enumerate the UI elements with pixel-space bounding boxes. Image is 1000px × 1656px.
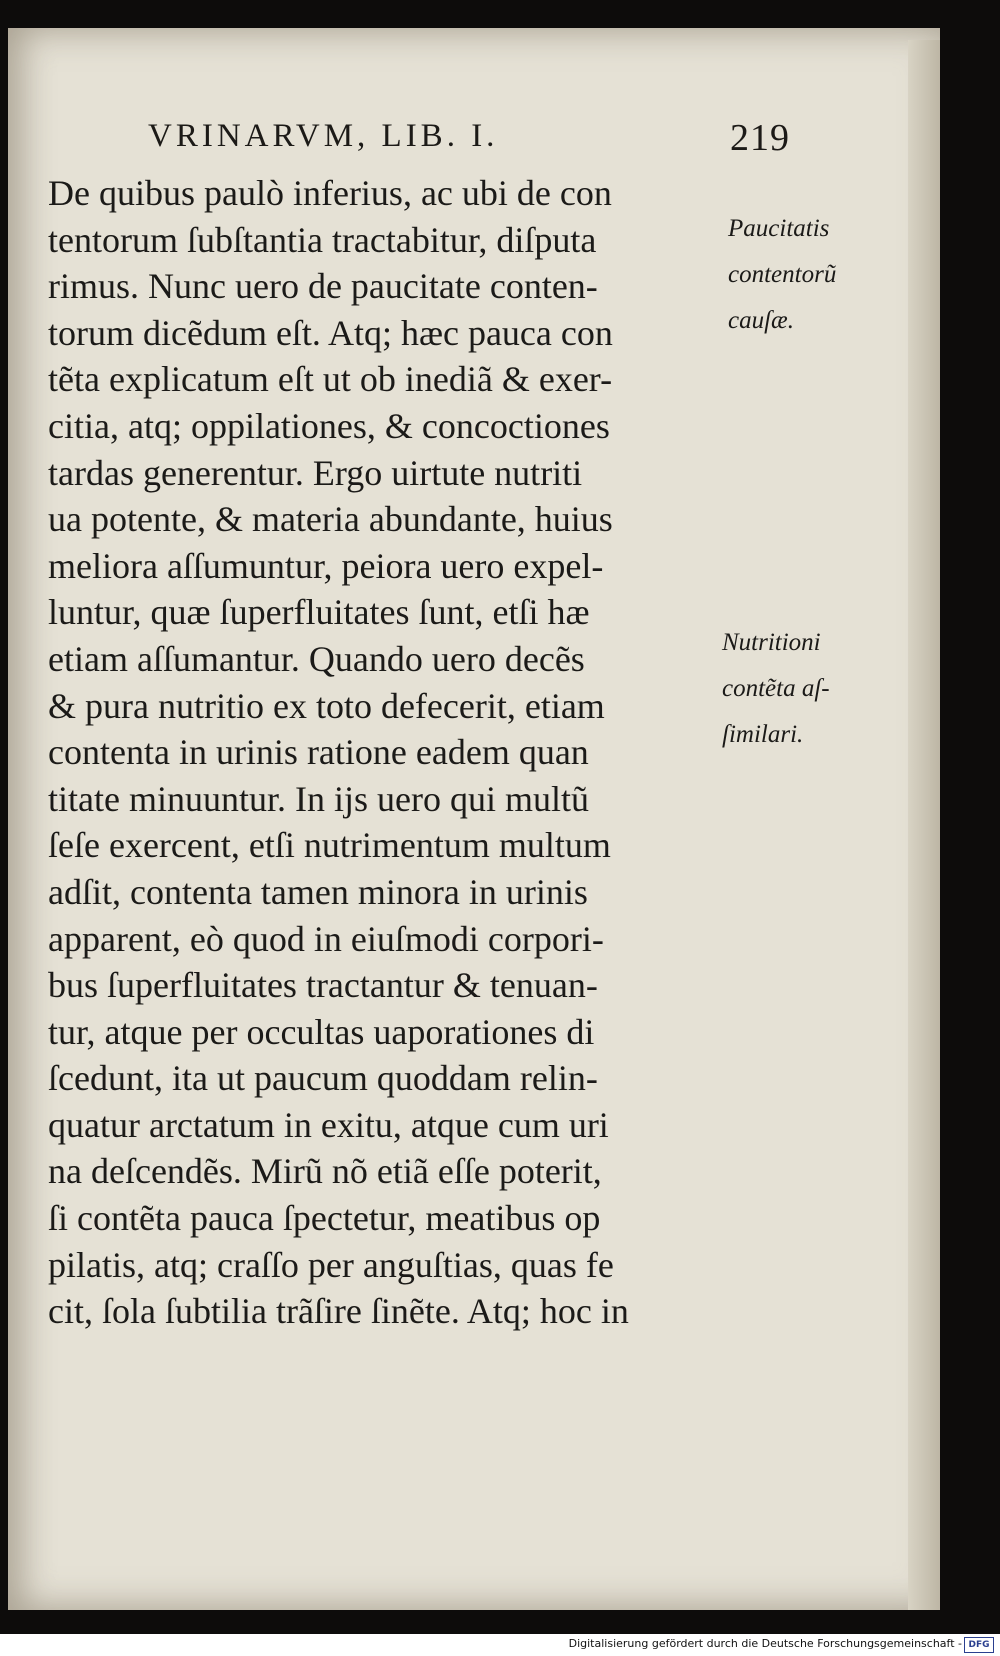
text-line: contenta in urinis ratione eadem quan — [48, 732, 589, 773]
dfg-logo: DFG — [964, 1637, 994, 1653]
marginal-note — [722, 620, 830, 758]
main-text-block — [48, 170, 724, 1335]
text-line: na deſcendẽs. Mirũ nõ etiã eſſe poterit, — [48, 1151, 602, 1192]
text-line: torum dicẽdum eſt. Atq; hæc pauca con — [48, 312, 613, 353]
funding-credit: Digitalisierung gefördert durch die Deutsche Forschungsgemeinschaft - — [568, 1637, 962, 1650]
text-line: tardas generentur. Ergo uirtute nutriti — [48, 452, 583, 493]
text-line: ſeſe exercent, etſi nutrimentum multum — [48, 825, 611, 866]
text-line: tur, atque per occultas uaporationes di — [48, 1011, 595, 1052]
text-line: citia, atq; oppilationes, & concoctiones — [48, 405, 610, 446]
marginal-note-line: Paucitatis — [728, 215, 830, 242]
text-line: quatur arctatum in exitu, atque cum uri — [48, 1104, 609, 1145]
page-edge — [908, 40, 940, 1610]
marginal-note-line: contẽta aſ- — [722, 675, 830, 702]
marginal-note — [728, 206, 836, 344]
text-line: cit, ſola ſubtilia trãſire ſinẽte. Atq; hoc in — [48, 1291, 629, 1332]
text-line: ſi contẽta pauca ſpectetur, meatibus op — [48, 1198, 601, 1239]
text-line: pilatis, atq; craſſo per anguſtias, quas fe — [48, 1244, 614, 1285]
marginal-note-line: ſimilari. — [722, 721, 804, 748]
text-line: bus ſuperfluitates tractantur & tenuan- — [48, 965, 598, 1006]
text-line: De quibus paulò inferius, ac ubi de con — [48, 173, 612, 213]
text-line: ſcedunt, ita ut paucum quoddam relin- — [48, 1058, 598, 1099]
marginal-note-line: cauſæ. — [728, 307, 794, 334]
text-line: luntur, quæ ſuperfluitates ſunt, etſi hæ — [48, 592, 590, 633]
text-line: meliora aſſumuntur, peiora uero expel- — [48, 545, 604, 586]
text-line: tẽta explicatum eſt ut ob inediã & exer- — [48, 359, 613, 400]
marginal-note-line: Nutritioni — [722, 629, 821, 656]
text-line: apparent, eò quod in eiuſmodi corpori- — [48, 918, 604, 959]
text-line: etiam aſſumantur. Quando uero decẽs — [48, 638, 585, 679]
running-title: VRINARVM, LIB. I. — [148, 118, 499, 154]
page-number: 219 — [730, 117, 790, 159]
text-line: titate minuuntur. In ijs uero qui multũ — [48, 778, 589, 819]
text-line: tentorum ſubſtantia tractabitur, diſputa — [48, 219, 597, 260]
footer-bar — [0, 1634, 1000, 1656]
text-line: ua potente, & materia abundante, huius — [48, 499, 613, 540]
marginal-note-line: contentorũ — [728, 261, 837, 288]
text-line: & pura nutritio ex toto defecerit, etiam — [48, 685, 605, 726]
running-header — [148, 118, 788, 166]
text-line: adſit, contenta tamen minora in urinis — [48, 871, 588, 912]
text-line: rimus. Nunc uero de paucitate conten- — [48, 266, 598, 307]
